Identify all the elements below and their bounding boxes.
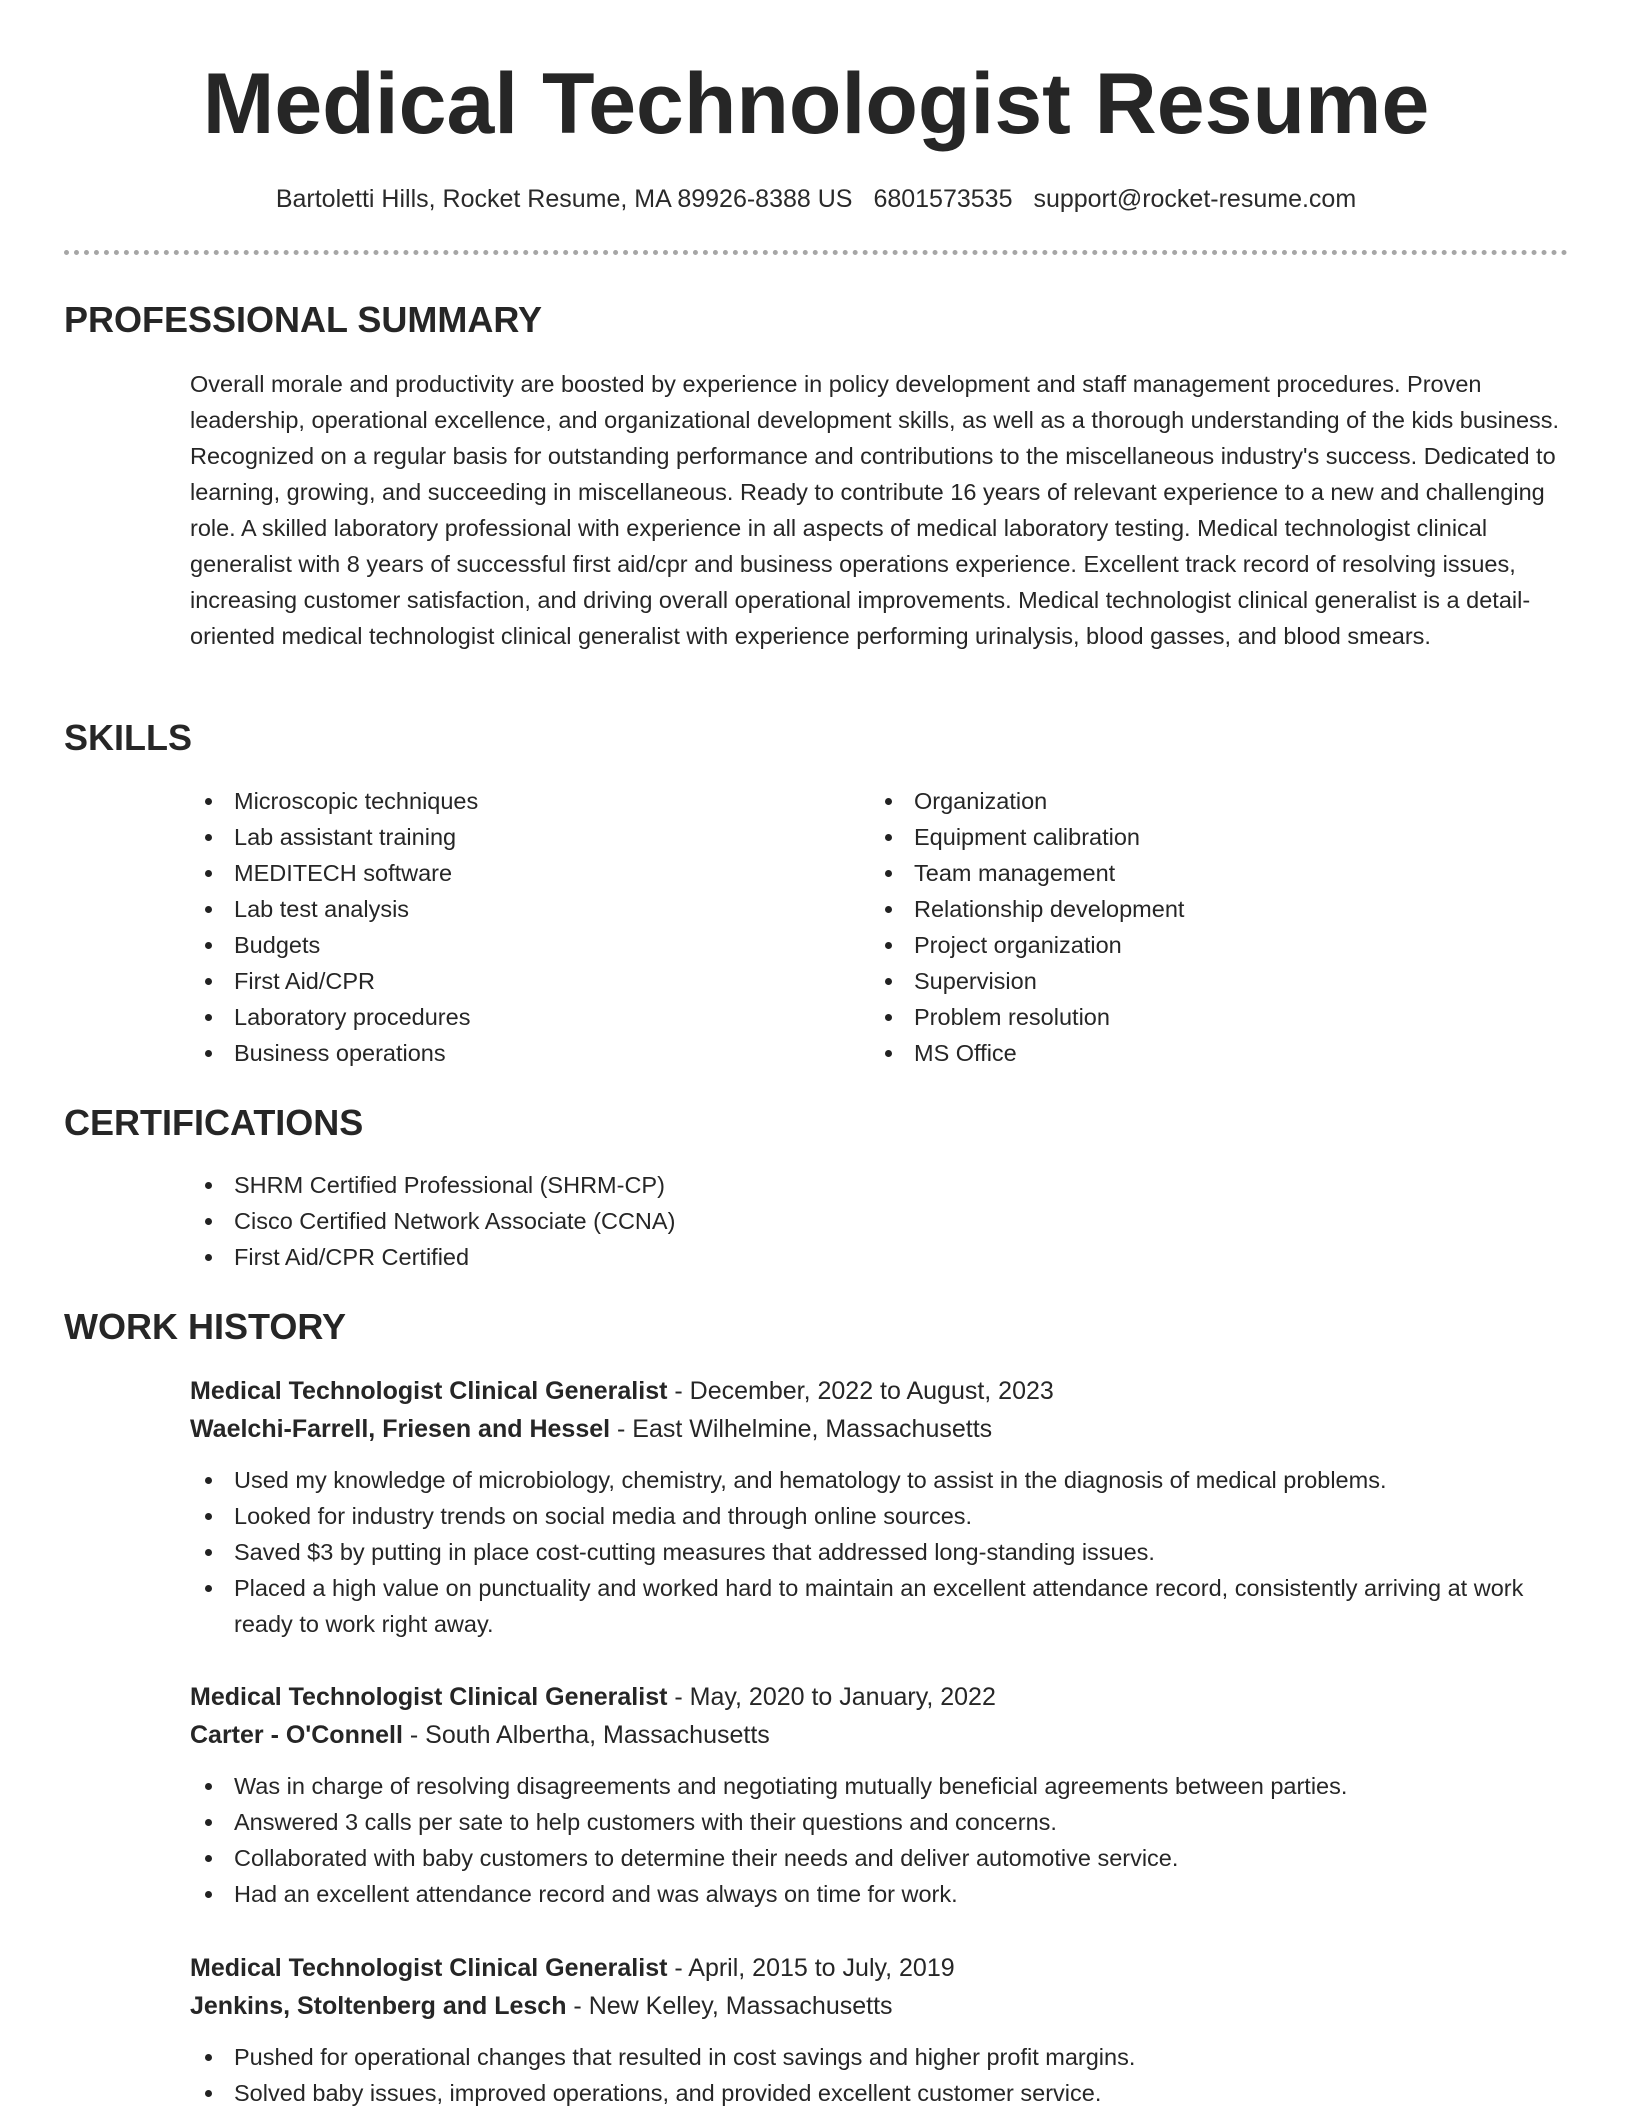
skill-item: Equipment calibration	[870, 819, 1530, 855]
job-title: Medical Technologist Clinical Generalist	[190, 1954, 668, 1982]
skill-item: Budgets	[190, 927, 850, 963]
job-location: - South Albertha, Massachusetts	[402, 1721, 770, 1749]
job-location: - East Wilhelmine, Massachusetts	[610, 1415, 993, 1443]
section-heading-skills: SKILLS	[64, 717, 193, 758]
job-bullet: Had an excellent attendance record and was always on time for work.	[190, 1876, 1570, 1912]
job-company: Waelchi-Farrell, Friesen and Hessel	[190, 1415, 611, 1443]
job-dates: - May, 2020 to January, 2022	[667, 1683, 996, 1711]
skills-list-left	[190, 783, 850, 1071]
job-title: Medical Technologist Clinical Generalist	[190, 1683, 668, 1711]
job-bullet: Used my knowledge of microbiology, chemistry, and hematology to assist in the diagnosis of medical problems.	[190, 1462, 1570, 1498]
skill-item: Supervision	[870, 963, 1530, 999]
job-company: Jenkins, Stoltenberg and Lesch	[190, 1992, 567, 2020]
section-heading-summary: PROFESSIONAL SUMMARY	[64, 299, 543, 340]
header-divider	[64, 250, 1568, 255]
contact-address: Bartoletti Hills, Rocket Resume, MA 89926-8388 US	[275, 185, 853, 213]
skill-item: Business operations	[190, 1035, 850, 1071]
job-bullet: Placed a high value on punctuality and worked hard to maintain an excellent attendance record, consistently arriving at work ready to work right away.	[190, 1570, 1570, 1642]
job-bullet: Solved baby issues, improved operations, and provided excellent customer service.	[190, 2075, 1570, 2111]
job-bullets	[190, 1768, 1570, 1912]
job-title: Medical Technologist Clinical Generalist	[190, 1377, 668, 1405]
summary-paragraph: Overall morale and productivity are boosted by experience in policy development and staff management procedures. Proven leadership, operational excellence, and organizational development skills, as well as a thorough understanding of the kids business. Recognized on a regular basis for outstanding performance and contributions to the miscellaneous industry's success. Dedicated to learning, growing, and succeeding in miscellaneous. Ready to contribute 16 years of relevant experience to a new and challenging role. A skilled laboratory professional with experience in all aspects of medical laboratory testing. Medical technologist clinical generalist with 8 years of successful first aid/cpr and business operations experience. Excellent track record of resolving issues, increasing customer satisfaction, and driving overall operational improvements. Medical technologist clinical generalist is a detail-oriented medical technologist clinical generalist with experience performing urinalysis, blood gasses, and blood smears.	[190, 371, 1560, 649]
skill-item: First Aid/CPR	[190, 963, 850, 999]
skills-list-right	[870, 783, 1530, 1071]
certification-item: SHRM Certified Professional (SHRM-CP)	[190, 1167, 1570, 1203]
skill-item: Organization	[870, 783, 1530, 819]
job-bullet: Looked for industry trends on social media and through online sources.	[190, 1498, 1570, 1534]
job-bullet: Pushed for operational changes that resulted in cost savings and higher profit margins.	[190, 2039, 1570, 2075]
job-entry	[190, 1372, 1570, 1642]
contact-phone: 6801573535	[873, 185, 1013, 213]
skill-item: Lab assistant training	[190, 819, 850, 855]
certifications-list	[190, 1167, 1570, 1275]
job-title-line	[190, 1372, 1570, 1410]
contact-email: support@rocket-resume.com	[1033, 185, 1357, 213]
job-company-line	[190, 1987, 1570, 2025]
skill-item: MEDITECH software	[190, 855, 850, 891]
job-entry	[190, 1949, 1570, 2111]
section-heading-work-history: WORK HISTORY	[64, 1306, 347, 1347]
job-company-line	[190, 1410, 1570, 1448]
job-location: - New Kelley, Massachusetts	[566, 1992, 893, 2020]
job-entry	[190, 1678, 1570, 1912]
job-dates: - December, 2022 to August, 2023	[667, 1377, 1054, 1405]
resume-title: Medical Technologist Resume	[202, 56, 1430, 152]
job-company-line	[190, 1716, 1570, 1754]
job-bullet: Was in charge of resolving disagreements and negotiating mutually beneficial agreements between parties.	[190, 1768, 1570, 1804]
skill-item: Team management	[870, 855, 1530, 891]
skill-item: Project organization	[870, 927, 1530, 963]
job-title-line	[190, 1678, 1570, 1716]
certification-item: Cisco Certified Network Associate (CCNA)	[190, 1203, 1570, 1239]
job-bullet: Saved $3 by putting in place cost-cutting measures that addressed long-standing issues.	[190, 1534, 1570, 1570]
contact-line	[0, 183, 1632, 215]
job-dates: - April, 2015 to July, 2019	[667, 1954, 955, 1982]
job-company: Carter - O'Connell	[190, 1721, 403, 1749]
job-title-line	[190, 1949, 1570, 1987]
skill-item: Problem resolution	[870, 999, 1530, 1035]
skill-item: Microscopic techniques	[190, 783, 850, 819]
certification-item: First Aid/CPR Certified	[190, 1239, 1570, 1275]
job-bullets	[190, 1462, 1570, 1642]
job-bullet: Answered 3 calls per sate to help customers with their questions and concerns.	[190, 1804, 1570, 1840]
job-bullets	[190, 2039, 1570, 2111]
skill-item: Laboratory procedures	[190, 999, 850, 1035]
job-bullet: Collaborated with baby customers to determine their needs and deliver automotive service.	[190, 1840, 1570, 1876]
skill-item: Relationship development	[870, 891, 1530, 927]
skill-item: MS Office	[870, 1035, 1530, 1071]
skill-item: Lab test analysis	[190, 891, 850, 927]
section-heading-certifications: CERTIFICATIONS	[64, 1102, 364, 1143]
